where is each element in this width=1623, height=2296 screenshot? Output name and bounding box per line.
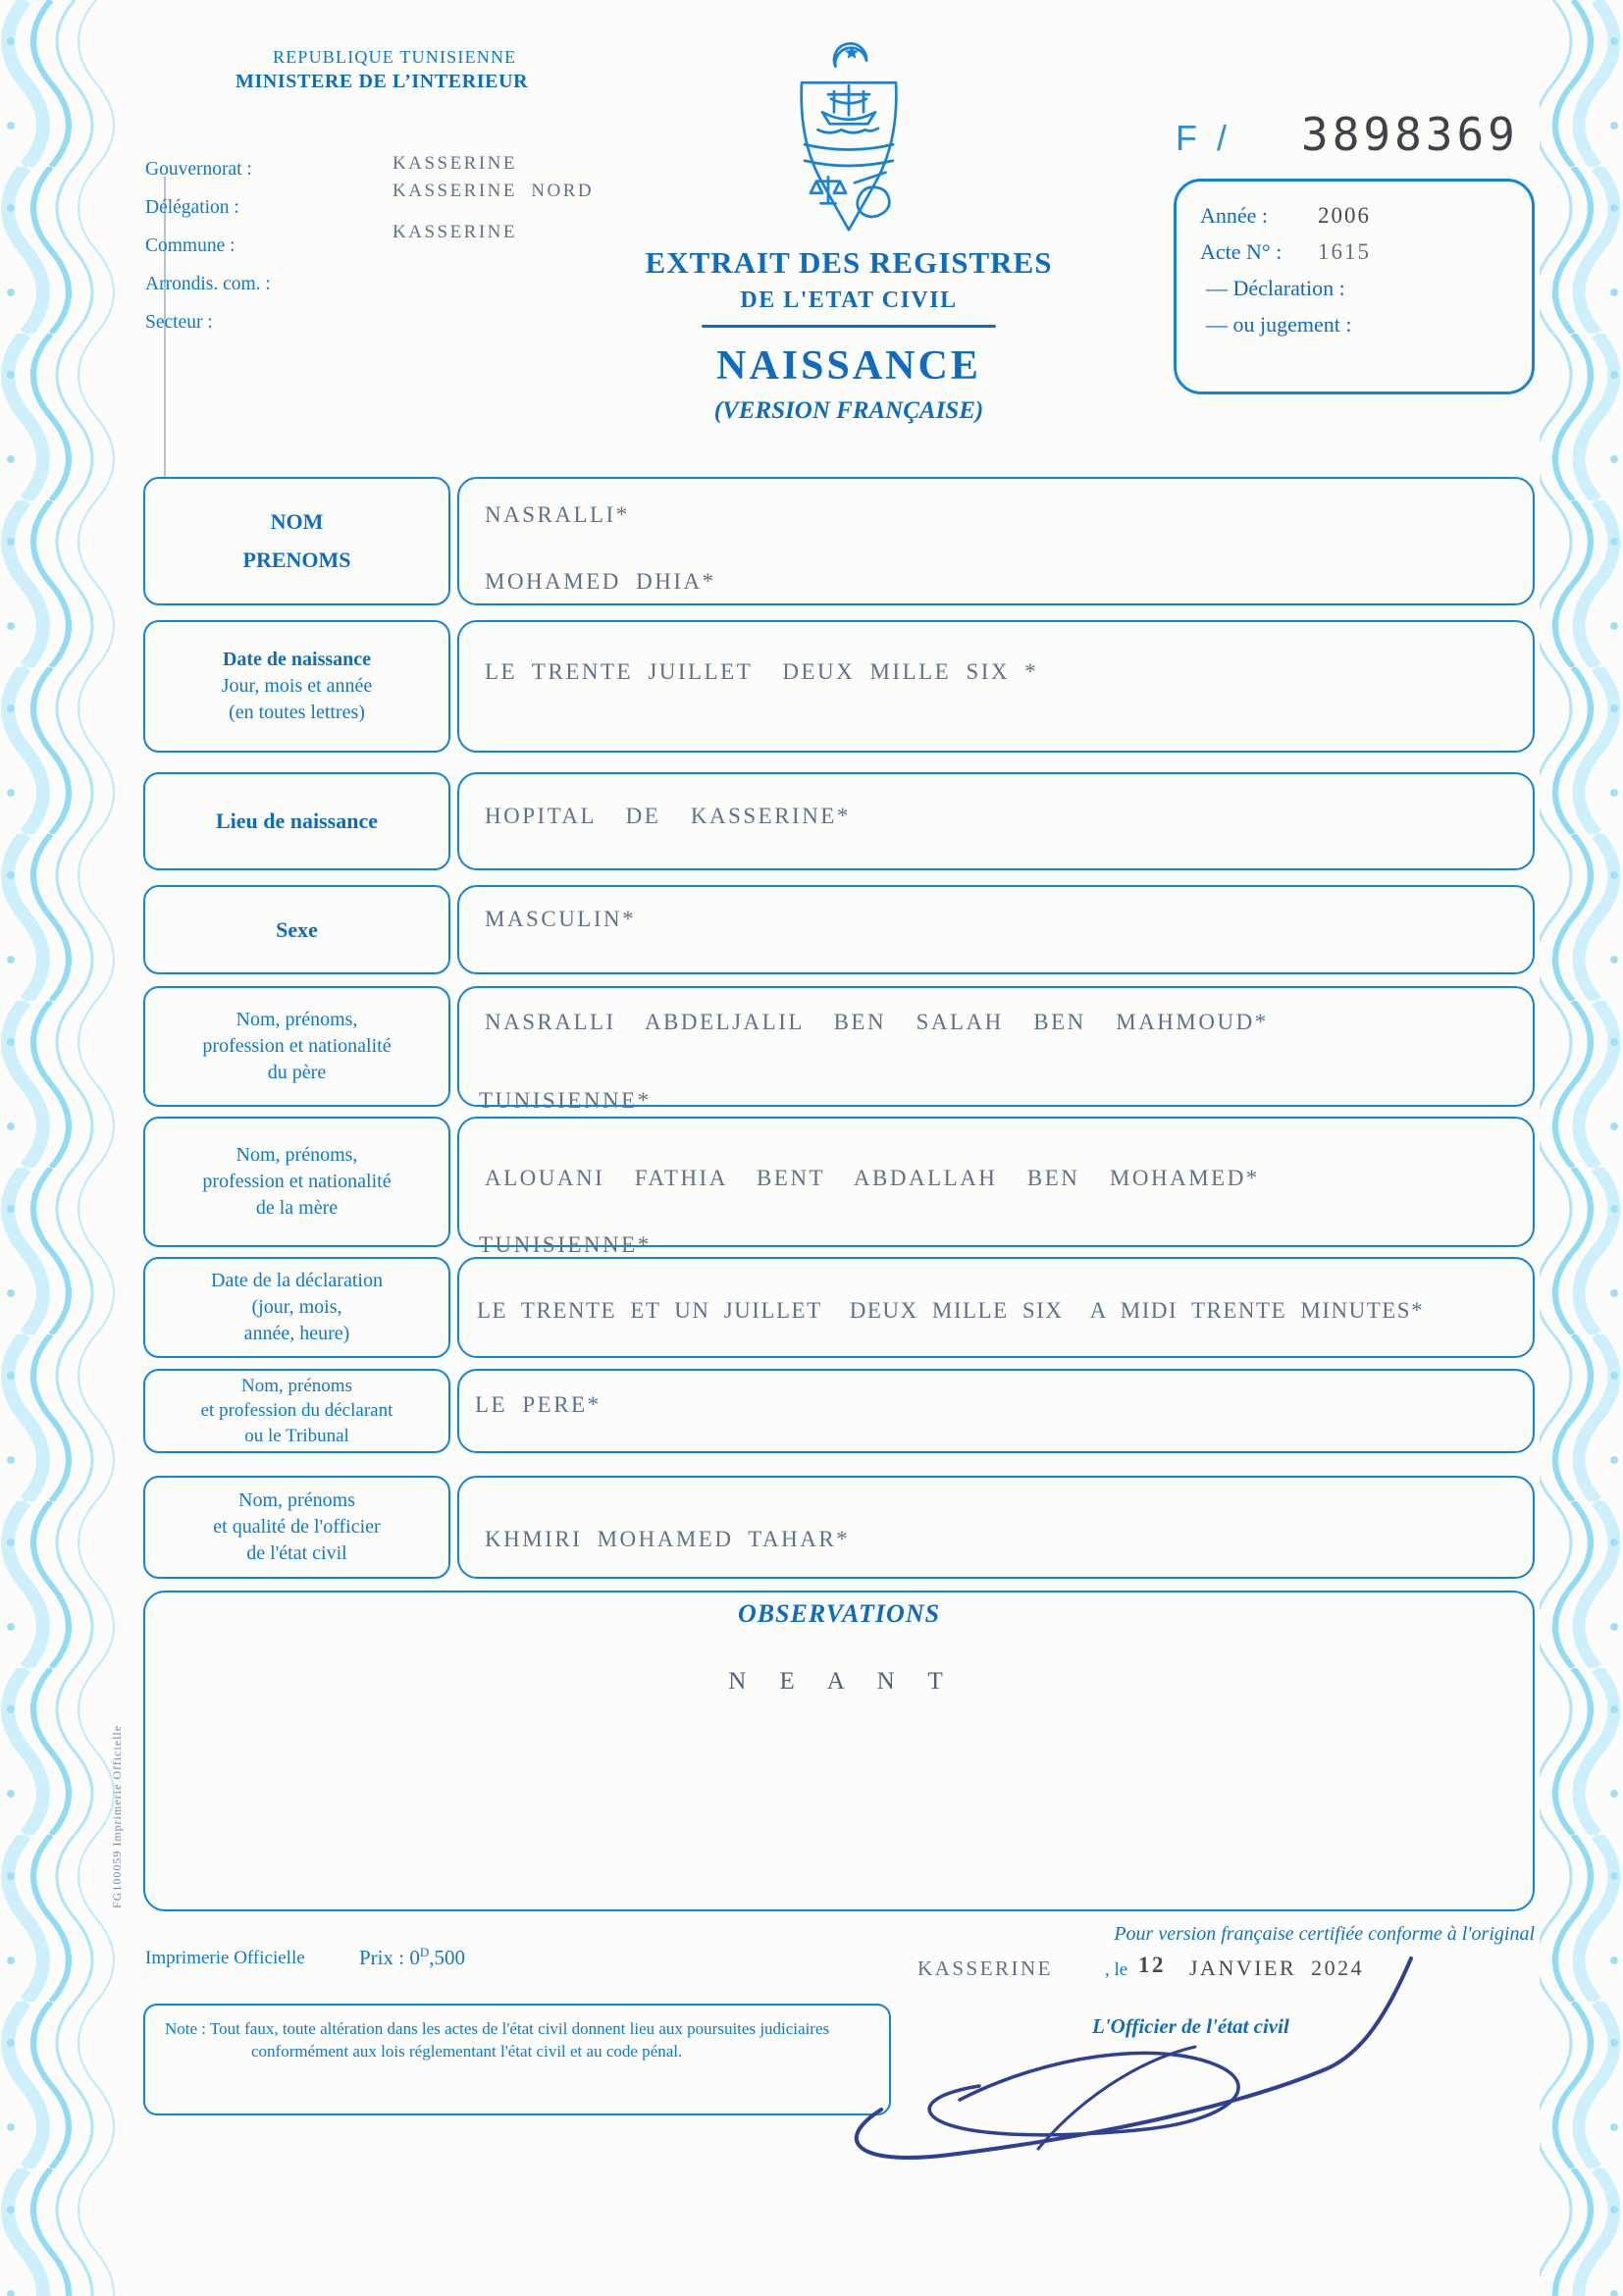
serial-prefix: F / — [1176, 118, 1231, 158]
field-label-line: Nom, prénoms — [241, 1375, 352, 1396]
field-value-box — [457, 1117, 1535, 1257]
field-label-line: Nom, prénoms, — [236, 1144, 358, 1166]
field-value-line: HOPITAL DE KASSERINE* — [485, 804, 851, 828]
field-value-box — [457, 1369, 1535, 1453]
field-label-line: NOM — [270, 509, 324, 534]
arrondissement-label: Arrondis. com. : — [145, 274, 271, 294]
field-value-line: LE PERE* — [475, 1392, 602, 1417]
field-value-line: LE TRENTE ET UN JUILLET DEUX MILLE SIX A MIDI TRENTE MINUTES* — [477, 1298, 1425, 1323]
commune-value: KASSERINE — [393, 222, 518, 242]
price-value: Prix : $0^D,500$ — [359, 1945, 465, 1969]
acte-number-value: 1615 — [1318, 239, 1371, 264]
tunisia-coat-of-arms — [775, 35, 922, 243]
side-printer-code: FG100059 Imprimerie Officielle — [110, 1724, 124, 1908]
field-value-line: KHMIRI MOHAMED TAHAR* — [485, 1527, 851, 1551]
form-row-sexe — [0, 885, 1623, 974]
jugement-label: — ou jugement : — [1206, 312, 1352, 337]
form-row-pere — [0, 986, 1623, 1113]
field-label-line: Date de naissance — [222, 649, 372, 670]
observations-content: N E A N T — [728, 1668, 950, 1695]
field-value-line: TUNISIENNE* — [479, 1088, 652, 1113]
serial-number: 3898369 — [1301, 108, 1519, 161]
secteur-label: Secteur : — [145, 312, 213, 333]
field-label-line: Lieu de naissance — [215, 809, 379, 834]
date-month-year: JANVIER 2024 — [1189, 1956, 1365, 1980]
title-naissance: NAISSANCE — [716, 343, 981, 389]
field-value-line: TUNISIENNE* — [479, 1232, 652, 1257]
note-box — [143, 2004, 891, 2115]
field-label-line: ou le Tribunal — [244, 1425, 349, 1446]
delegation-label: Délégation : — [145, 197, 239, 218]
field-label-box — [143, 1117, 450, 1247]
certification-text: Pour version française certifiée conforme à l'original — [1114, 1923, 1535, 1945]
title-etat-civil: DE L'ETAT CIVIL — [740, 287, 958, 313]
note-text: Note : Tout faux, toute altération dans les actes de l'état civil donnent lieu aux poursuites judiciaires conformément aux lois réglementant l'état civil et au code pénal. — [165, 2019, 830, 2061]
gouvernorat-value: KASSERINE — [393, 153, 518, 174]
delegation-value: KASSERINE NORD — [393, 181, 595, 201]
field-label-line: et qualité de l'officier — [213, 1516, 381, 1538]
date-le-label: , le — [1105, 1959, 1128, 1980]
field-label-line: PRENOMS — [242, 547, 351, 572]
field-label-line: Nom, prénoms — [238, 1489, 355, 1511]
price-label: Prix : — [359, 1946, 405, 1969]
field-value-line: ALOUANI FATHIA BENT ABDALLAH BEN MOHAMED* — [485, 1166, 1260, 1190]
title-underline — [702, 325, 996, 328]
field-label-line: année, heure) — [243, 1323, 350, 1344]
form-row-mere — [0, 1117, 1623, 1257]
form-row-lieu-naissance — [0, 772, 1623, 870]
ministry-title: MINISTERE DE L’INTERIEUR — [236, 71, 529, 92]
field-value-box — [457, 1257, 1535, 1358]
republic-title: REPUBLIQUE TUNISIENNE — [273, 47, 517, 67]
field-label-line: Jour, mois et année — [221, 675, 373, 697]
gouvernorat-label: Gouvernorat : — [145, 159, 252, 180]
place-name: KASSERINE — [917, 1957, 1054, 1980]
declaration-label: — Déclaration : — [1206, 276, 1345, 300]
field-label-line: Date de la déclaration — [211, 1270, 383, 1291]
field-value-box — [457, 1476, 1535, 1579]
annee-label: Année : — [1200, 203, 1269, 228]
field-label-line: de l'état civil — [246, 1542, 347, 1564]
field-label-box — [143, 1369, 450, 1453]
field-value-line: NASRALLI ABDELJALIL BEN SALAH BEN MAHMOUD* — [485, 1010, 1269, 1034]
acte-number-label: Acte N° : — [1200, 239, 1283, 264]
field-value-box — [457, 772, 1535, 870]
field-label-box — [143, 1257, 450, 1358]
field-value-line: MASCULIN* — [485, 907, 637, 931]
form-row-date-declaration — [0, 1257, 1623, 1358]
field-value-line: MOHAMED DHIA* — [485, 569, 716, 594]
observations-title: OBSERVATIONS — [737, 1599, 941, 1628]
field-label-box — [143, 885, 450, 974]
field-label-line: (en toutes lettres) — [229, 702, 365, 723]
field-value-box — [457, 986, 1535, 1113]
field-label-box — [143, 477, 450, 605]
field-label-line: (jour, mois, — [251, 1296, 342, 1318]
field-label-line: Sexe — [276, 916, 318, 942]
field-value-line: LE TRENTE JUILLET DEUX MILLE SIX * — [485, 659, 1039, 684]
form-row-declarant — [0, 1369, 1623, 1453]
commune-label: Commune : — [145, 235, 236, 256]
title-extrait: EXTRAIT DES REGISTRES — [645, 245, 1053, 280]
field-label-box — [143, 772, 450, 870]
field-label-line: et profession du déclarant — [200, 1400, 393, 1422]
field-label-line: de la mère — [255, 1197, 339, 1219]
field-value-box — [457, 885, 1535, 974]
signature — [812, 1945, 1431, 2170]
date-day: 12 — [1138, 1953, 1166, 1977]
field-label-box — [143, 986, 450, 1107]
field-label-line: Nom, prénoms, — [236, 1009, 358, 1030]
printer-name: Imprimerie Officielle — [145, 1948, 305, 1968]
field-label-line: profession et nationalité — [202, 1035, 392, 1057]
field-value-line: NASRALLI* — [485, 502, 630, 527]
form-row-officier — [0, 1476, 1623, 1579]
field-value-box — [457, 477, 1535, 605]
form-row-nom — [0, 477, 1623, 605]
field-label-line: profession et nationalité — [202, 1171, 392, 1192]
field-label-box — [143, 1476, 450, 1579]
acte-box — [1174, 179, 1535, 394]
form-row-date-naissance — [0, 620, 1623, 753]
field-label-line: du père — [267, 1062, 327, 1083]
officer-title: L'Officier de l'état civil — [1092, 2014, 1289, 2038]
annee-value: 2006 — [1318, 203, 1371, 228]
title-version: (VERSION FRANÇAISE) — [713, 397, 984, 424]
observations-box — [143, 1591, 1535, 1911]
field-label-box — [143, 620, 450, 753]
field-value-box — [457, 620, 1535, 753]
